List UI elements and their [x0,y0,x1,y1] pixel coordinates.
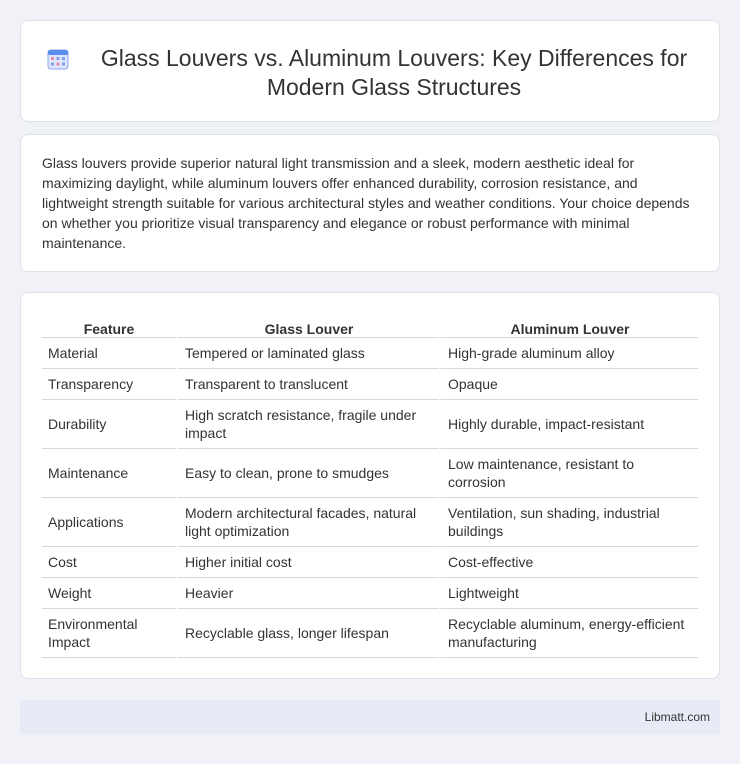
table-header-row [42,317,698,338]
table-cell-feature: Weight [42,578,176,609]
table-cell-glass: High scratch resistance, fragile under impact [176,400,439,449]
column-header-feature: Feature [42,317,176,338]
table-cell-glass: Transparent to translucent [176,369,439,400]
table-row [42,400,698,449]
header-card [20,20,720,122]
table-row [42,369,698,400]
table-cell-aluminum: Low maintenance, resistant to corrosion [439,449,698,498]
table-cell-glass: Higher initial cost [176,547,439,578]
table-row [42,338,698,369]
table-row [42,449,698,498]
calendar-grid-icon [47,48,69,70]
table-cell-aluminum: Opaque [439,369,698,400]
table-cell-glass: Modern architectural facades, natural light optimization [176,498,439,547]
table-cell-feature: Durability [42,400,176,449]
table-cell-feature: Environmental Impact [42,609,176,658]
comparison-table [42,317,698,658]
table-row [42,498,698,547]
column-header-aluminum: Aluminum Louver [439,317,698,338]
table-cell-aluminum: Ventilation, sun shading, industrial buildings [439,498,698,547]
table-cell-glass: Recyclable glass, longer lifespan [176,609,439,658]
table-cell-aluminum: Recyclable aluminum, energy-efficient manufacturing [439,609,698,658]
table-cell-aluminum: High-grade aluminum alloy [439,338,698,369]
table-cell-feature: Applications [42,498,176,547]
footer-brand-link[interactable]: Libmatt.com [644,710,710,724]
table-row [42,578,698,609]
table-cell-feature: Transparency [42,369,176,400]
table-cell-aluminum: Cost-effective [439,547,698,578]
table-cell-aluminum: Highly durable, impact-resistant [439,400,698,449]
table-cell-feature: Cost [42,547,176,578]
comparison-table-card [20,292,720,679]
table-row [42,547,698,578]
column-header-glass: Glass Louver [176,317,439,338]
table-cell-feature: Maintenance [42,449,176,498]
table-cell-aluminum: Lightweight [439,578,698,609]
summary-text: Glass louvers provide superior natural light transmission and a sleek, modern aesthetic ideal for maximizing daylight, while aluminum louvers offer enhanced durability, corrosion resistance, and lightweight strength suitable for various architectural styles and weather conditions. Your choice depends on whether you prioritize visual transparency and elegance or robust performance with minimal maintenance. [42,155,690,251]
table-row [42,609,698,658]
table-cell-glass: Easy to clean, prone to smudges [176,449,439,498]
page-title: Glass Louvers vs. Aluminum Louvers: Key Differences for Modern Glass Structures [100,45,688,100]
footer-bar [20,700,720,734]
table-cell-feature: Material [42,338,176,369]
table-cell-glass: Heavier [176,578,439,609]
table-cell-glass: Tempered or laminated glass [176,338,439,369]
summary-card [20,134,720,272]
